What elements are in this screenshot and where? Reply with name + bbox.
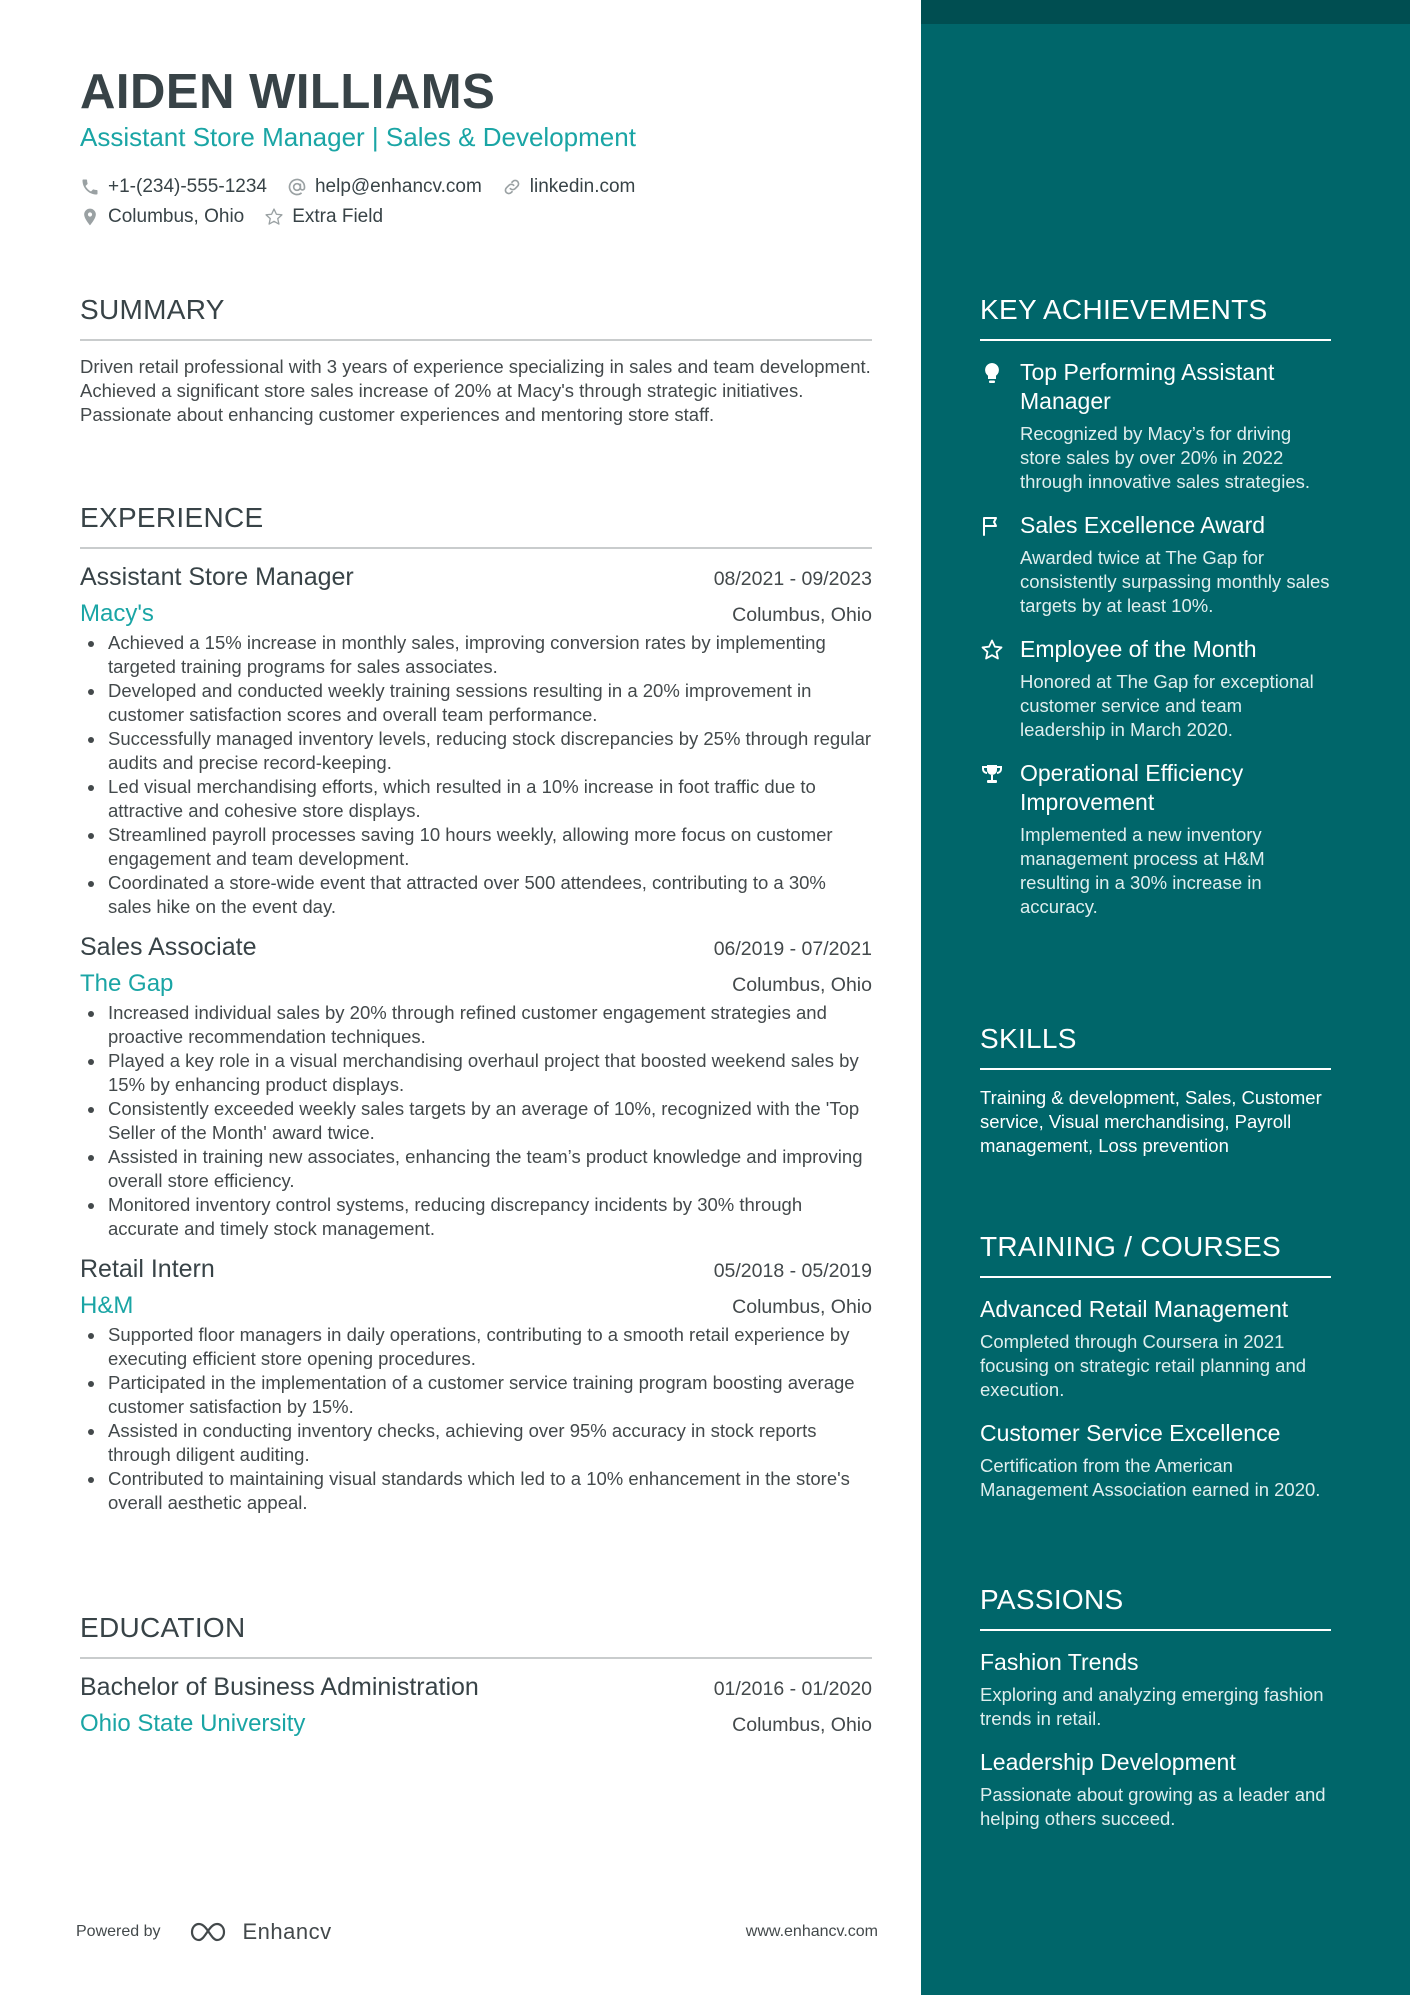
job-company: Macy's (80, 600, 154, 627)
section-divider (80, 1657, 872, 1659)
achievement-desc: Recognized by Macy’s for driving store sales by over 20% in 2022 through innovative sales strategies. (1020, 423, 1311, 492)
achievement-item (980, 358, 1331, 494)
experience-section (80, 502, 872, 1515)
achievement-item (980, 511, 1331, 618)
job-location: Columbus, Ohio (732, 974, 872, 996)
sidebar-top-band (921, 0, 1410, 24)
education-title: EDUCATION (80, 1612, 246, 1643)
job-dates: 08/2021 - 09/2023 (713, 568, 872, 590)
education-entry (80, 1673, 872, 1738)
candidate-title: Assistant Store Manager | Sales & Development (80, 122, 636, 152)
bullet-item: Monitored inventory control systems, reducing discrepancy incidents by 30% through accurate and timely stock management. (80, 1193, 872, 1241)
sidebar (921, 0, 1410, 1995)
link-icon (502, 177, 522, 197)
job-entry (80, 563, 872, 919)
course-title: Advanced Retail Management (980, 1296, 1289, 1322)
at-icon (287, 177, 307, 197)
bullet-item: Played a key role in a visual merchandising overhaul project that boosted weekend sales by 15% by enhancing product displays. (80, 1049, 872, 1097)
email-text: help@enhancv.com (314, 176, 482, 197)
section-divider (980, 1276, 1331, 1278)
job-company: H&M (80, 1292, 134, 1319)
education-section (80, 1612, 872, 1738)
phone-icon (80, 177, 100, 197)
bullet-item: Achieved a 15% increase in monthly sales, improving conversion rates by implementing targeted training programs for sales associates. (80, 631, 872, 679)
bullet-item: Participated in the implementation of a customer service training program boosting average customer satisfaction by 15%. (80, 1371, 872, 1419)
bullet-item: Supported floor managers in daily operations, contributing to a smooth retail experience by executing efficient store opening procedures. (80, 1323, 872, 1371)
summary-text: Driven retail professional with 3 years of experience specializing in sales and team development. Achieved a significant store sales increase of 20% at Macy's through strategic initiatives. Passionate about enhancing customer experiences and mentoring store staff. (80, 356, 871, 425)
section-divider (980, 1629, 1331, 1631)
achievement-item (980, 635, 1331, 742)
summary-title: SUMMARY (80, 294, 225, 325)
powered-by (76, 1919, 332, 1945)
bullet-item: Coordinated a store-wide event that attracted over 500 attendees, contributing to a 30% sales hike on the event day. (80, 871, 872, 919)
section-divider (980, 339, 1331, 341)
achievement-title: Employee of the Month (1020, 636, 1257, 662)
section-divider (80, 547, 872, 549)
job-location: Columbus, Ohio (732, 604, 872, 626)
job-dates: 06/2019 - 07/2021 (713, 938, 872, 960)
bullet-item: Consistently exceeded weekly sales targets by an average of 10%, recognized with the 'Top Seller of the Month' award twice. (80, 1097, 872, 1145)
footer (76, 1912, 878, 1952)
star-icon (980, 638, 1004, 662)
job-entry (80, 1255, 872, 1515)
location-pin-icon (80, 207, 100, 227)
passion-title: Fashion Trends (980, 1649, 1139, 1675)
course-item (980, 1295, 1331, 1402)
location-text: Columbus, Ohio (108, 206, 245, 227)
passion-item (980, 1748, 1331, 1831)
powered-by-label: Powered by (76, 1923, 161, 1940)
contact-extra (264, 206, 383, 228)
skills-list: Training & development, Sales, Customer service, Visual merchandising, Payroll management, Loss prevention (980, 1087, 1322, 1156)
job-bullets (80, 1323, 872, 1515)
passion-title: Leadership Development (980, 1749, 1236, 1775)
star-icon (264, 207, 284, 227)
achievements-section (980, 294, 1331, 919)
passions-title: PASSIONS (980, 1584, 1124, 1615)
job-dates: 05/2018 - 05/2019 (713, 1260, 872, 1282)
job-entry (80, 933, 872, 1241)
bullet-item: Assisted in training new associates, enhancing the team’s product knowledge and improving overall store efficiency. (80, 1145, 872, 1193)
degree: Bachelor of Business Administration (80, 1673, 479, 1701)
job-bullets (80, 631, 872, 919)
achievement-item (980, 759, 1331, 919)
bullet-item: Streamlined payroll processes saving 10 hours weekly, allowing more focus on customer engagement and team development. (80, 823, 872, 871)
achievements-title: KEY ACHIEVEMENTS (980, 294, 1268, 325)
training-title: TRAINING / COURSES (980, 1231, 1281, 1262)
lightbulb-icon (980, 361, 1004, 385)
job-company: The Gap (80, 970, 174, 997)
job-location: Columbus, Ohio (732, 1296, 872, 1318)
contact-info (80, 172, 872, 232)
candidate-name: AIDEN WILLIAMS (80, 65, 496, 119)
flag-icon (980, 514, 1004, 538)
achievement-desc: Implemented a new inventory management process at H&M resulting in a 30% increase in accuracy. (1020, 824, 1265, 917)
bullet-item: Contributed to maintaining visual standards which led to a 10% enhancement in the store's overall aesthetic appeal. (80, 1467, 872, 1515)
footer-site-link[interactable]: www.enhancv.com (745, 1923, 878, 1940)
passion-item (980, 1648, 1331, 1731)
extra-text: Extra Field (292, 206, 384, 227)
link-text: linkedin.com (529, 176, 636, 197)
job-bullets (80, 1001, 872, 1241)
training-section (980, 1231, 1331, 1502)
phone-text: +1-(234)-555-1234 (108, 176, 267, 197)
contact-location (80, 206, 244, 228)
job-role: Sales Associate (80, 933, 257, 961)
school: Ohio State University (80, 1710, 306, 1737)
achievement-title: Top Performing Assistant Manager (1020, 359, 1275, 414)
infinity-logo-icon (187, 1919, 233, 1945)
skills-section (980, 1023, 1331, 1158)
course-desc: Completed through Coursera in 2021 focusing on strategic retail planning and execution. (980, 1331, 1307, 1400)
contact-link[interactable] (502, 176, 636, 198)
bullet-item: Developed and conducted weekly training sessions resulting in a 20% improvement in customer satisfaction scores and overall team performance. (80, 679, 872, 727)
job-role: Assistant Store Manager (80, 563, 354, 591)
achievement-title: Sales Excellence Award (1020, 512, 1266, 538)
bullet-item: Assisted in conducting inventory checks, achieving over 95% accuracy in stock reports through diligent auditing. (80, 1419, 872, 1467)
job-role: Retail Intern (80, 1255, 215, 1283)
passions-section (980, 1584, 1331, 1831)
section-divider (980, 1068, 1331, 1070)
skills-title: SKILLS (980, 1023, 1077, 1054)
bullet-item: Led visual merchandising efforts, which resulted in a 10% increase in foot traffic due to attractive and cohesive store displays. (80, 775, 872, 823)
achievement-title: Operational Efficiency Improvement (1020, 760, 1244, 815)
course-title: Customer Service Excellence (980, 1420, 1281, 1446)
education-dates: 01/2016 - 01/2020 (713, 1678, 872, 1700)
section-divider (80, 339, 872, 341)
summary-section (80, 294, 872, 427)
achievement-desc: Honored at The Gap for exceptional customer service and team leadership in March 2020. (1020, 671, 1314, 740)
experience-title: EXPERIENCE (80, 502, 264, 533)
bullet-item: Successfully managed inventory levels, reducing stock discrepancies by 25% through regular audits and precise record-keeping. (80, 727, 872, 775)
bullet-item: Increased individual sales by 20% through refined customer engagement strategies and proactive recommendation techniques. (80, 1001, 872, 1049)
course-desc: Certification from the American Management Association earned in 2020. (980, 1455, 1321, 1500)
course-item (980, 1419, 1331, 1502)
brand-name: Enhancv (242, 1919, 332, 1944)
enhancv-logo[interactable] (187, 1919, 332, 1945)
trophy-icon (980, 762, 1004, 786)
passion-desc: Exploring and analyzing emerging fashion trends in retail. (980, 1684, 1324, 1729)
achievement-desc: Awarded twice at The Gap for consistently surpassing monthly sales targets by at least 10%. (1020, 547, 1330, 616)
passion-desc: Passionate about growing as a leader and helping others succeed. (980, 1784, 1326, 1829)
contact-phone (80, 176, 267, 198)
contact-email[interactable] (287, 176, 482, 198)
education-location: Columbus, Ohio (732, 1714, 872, 1736)
